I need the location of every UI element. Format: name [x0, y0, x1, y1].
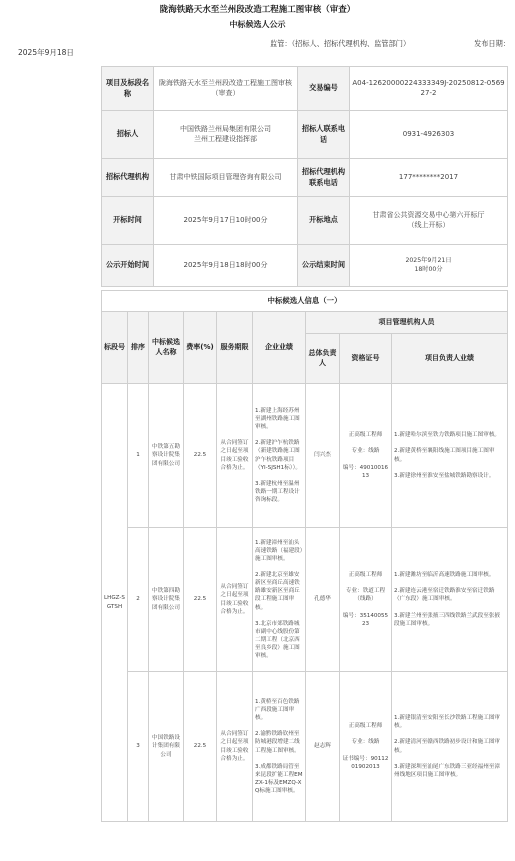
tenderer-value [154, 111, 298, 159]
performance-item: 3.新建杭州至温州铁路一期工程设计咨询标段。 [255, 480, 300, 504]
pub-start-label: 公示开始时间 [102, 245, 154, 287]
col-rank: 排序 [128, 312, 149, 384]
performance-item: 3.北京市郊铁路城市副中心线股份第二期工程（北京西至良乡段）施工图审核。 [255, 620, 300, 660]
performance-item: 2.渝黔铁路钦州至防城港段增建二线工程施工图审核。 [255, 731, 300, 754]
performance-item: 2.新建沪乍杭铁路（新建铁路施工图沪乍杭铁路项目（YI-SJSH1标））。 [255, 440, 301, 471]
cert-line: 正高级工程师 [348, 723, 383, 730]
period-cell: 从合同签订之日起至项目竣工验收合格为止。 [217, 672, 253, 822]
agency-phone-value: 177********2017 [350, 159, 508, 197]
open-place-line-2: （线上开标） [407, 220, 450, 229]
leader-perf-cell [392, 672, 508, 822]
col-cert: 资格证号 [340, 334, 392, 384]
col-period: 服务期限 [217, 312, 253, 384]
info-row-opening [102, 197, 508, 245]
pub-end-label: 公示结束时间 [298, 245, 350, 287]
period-cell: 从合同签订之日起至项目竣工验收合格为止。 [217, 384, 253, 528]
info-row-project [102, 67, 508, 111]
open-time-value: 2025年9月17日10时00分 [154, 197, 298, 245]
cert-line: 证书编号：9011201902013 [342, 755, 389, 770]
leader-perf-item: 2.新建黄桥至襄阳线施工图项目施工图审核。 [394, 448, 495, 463]
cert-line: 专业：线路 [351, 448, 380, 455]
performance-item: 1.黄桥至百色铁路广西段施工图审核。 [255, 698, 300, 722]
performance-cell [253, 528, 306, 672]
leader-perf-item: 3.新建徐州至淮安至盐城铁路勘察设计。 [394, 472, 495, 479]
tenderer-label: 招标人 [102, 111, 154, 159]
leader-perf-cell [392, 528, 508, 672]
notice-date: 2025年9月18日 [18, 48, 74, 57]
trade-code-value: A04-12620000224333349J-20250812-056927-2 [350, 67, 508, 111]
performance-item: 1.新建漳州至汕头高速铁路（福建段）施工图审核。 [255, 539, 303, 562]
open-time-label: 开标时间 [102, 197, 154, 245]
cert-cell [340, 672, 392, 822]
cert-line: 专业：线路 [351, 739, 380, 746]
publish-date-label: 发布日期： [474, 39, 510, 48]
col-performance: 企业业绩 [253, 312, 306, 384]
col-pm-group: 项目管理机构人员 [306, 312, 508, 334]
table-row [102, 528, 508, 672]
open-place-label: 开标地点 [298, 197, 350, 245]
lot-number: LHGZ-SGTSH [102, 384, 128, 822]
trade-code-label: 交易编号 [298, 67, 350, 111]
candidate-name: 中铁第四勘察设计院集团有限公司 [149, 528, 184, 672]
rate-cell: 22.5 [184, 384, 217, 528]
leader-perf-item: 3.新建兰州至张掖三四线铁路兰武段至张掖段施工图审核。 [394, 612, 501, 627]
info-row-publicity [102, 245, 508, 287]
info-table [101, 66, 508, 287]
candidate-name: 中国铁路设计集团有限公司 [149, 672, 184, 822]
candidate-name: 中铁第五勘察设计院集团有限公司 [149, 384, 184, 528]
table-row [102, 384, 508, 528]
tenderer-line-1: 中国铁路兰州局集团有限公司 [180, 124, 271, 133]
page-title: 陇海铁路天水至兰州段改造工程施工图审核（审查） [159, 5, 356, 15]
header-row-1 [102, 312, 508, 334]
pub-start-value: 2025年9月18日18时00分 [154, 245, 298, 287]
cert-line: 专业：铁道工程（线路） [345, 588, 386, 603]
col-leader-perf: 项目负责人业绩 [392, 334, 508, 384]
leader-perf-item: 2.新建清河至赣西铁路初步设计和施工图审核。 [394, 739, 501, 754]
candidates-table [101, 290, 508, 822]
pub-end-line-2: 18时00分 [414, 265, 443, 273]
cert-line: 编号：3514005523 [342, 612, 389, 627]
leader-perf-item: 1.新建银清至安阳至长沙铁路工程施工图审核。 [394, 715, 501, 730]
info-row-agency [102, 159, 508, 197]
cert-cell [340, 384, 392, 528]
project-value: 陇海铁路天水至兰州段改造工程施工图审核（审查） [154, 67, 298, 111]
col-leader: 总体负责人 [306, 334, 340, 384]
leader-cell: 闫兴杰 [306, 384, 340, 528]
agency-value: 甘肃中铁国际项目管理咨询有限公司 [154, 159, 298, 197]
leader-perf-item: 3.新建深圳至汕尾广东铁路三亚经福州至漳州线地区项目施工图审核。 [394, 763, 501, 778]
period-cell: 从合同签订之日起至项目竣工验收合格为止。 [217, 528, 253, 672]
leader-cell: 赵志辉 [306, 672, 340, 822]
project-label: 项目及标段名称 [102, 67, 154, 111]
col-name: 中标候选人名称 [149, 312, 184, 384]
agency-label: 招标代理机构 [102, 159, 154, 197]
cert-cell [340, 528, 392, 672]
rank-cell: 3 [128, 672, 149, 822]
col-rate: 费率(%) [184, 312, 217, 384]
pub-end-value [350, 245, 508, 287]
tenderer-phone-label: 招标人联系电话 [298, 111, 350, 159]
rank-cell: 2 [128, 528, 149, 672]
agency-phone-label: 招标代理机构联系电话 [298, 159, 350, 197]
performance-item: 3.成都铁路局管至来昆段扩能工程EMZX-1标及EMZQ-XQ标施工图审核。 [255, 763, 303, 795]
performance-item: 1.新建上海经苏州至湖州铁路施工图审核。 [255, 407, 300, 431]
performance-cell [253, 384, 306, 528]
col-lot: 标段号 [102, 312, 128, 384]
leader-perf-item: 1.新建潍坊至临沂高速铁路施工图审核。 [394, 572, 495, 579]
rate-cell: 22.5 [184, 528, 217, 672]
tenderer-line-2: 兰州工程建设指挥部 [194, 134, 257, 143]
performance-item: 2.新建北京至雄安新区至商丘高速铁路雄安新区至商丘段工程施工图审核。 [255, 572, 300, 611]
info-row-tenderer [102, 111, 508, 159]
regulation-note: 监管：（招标人、招标代理机构、监管部门） [270, 39, 411, 48]
leader-perf-item: 2.新建连云港至宿迁铁路淮安至宿迁铁路（广东段）施工图审核。 [394, 588, 495, 603]
open-place-line-1: 甘肃省公共资源交易中心第六开标厅 [372, 210, 485, 219]
page-subtitle: 中标候选人公示 [229, 20, 286, 29]
cert-line: 正高级工程师 [348, 572, 383, 579]
section-title: 中标候选人信息（一） [102, 291, 508, 312]
leader-perf-cell [392, 384, 508, 528]
rate-cell: 22.5 [184, 672, 217, 822]
pub-end-line-1: 2025年9月21日 [405, 256, 452, 264]
rank-cell: 1 [128, 384, 149, 528]
leader-perf-item: 1.新建哈尔滨至铁力铁路项目施工图审核。 [394, 432, 501, 439]
cert-line: 编号：4901001613 [342, 464, 389, 479]
table-row [102, 672, 508, 822]
tenderer-phone-value: 0931-4926303 [350, 111, 508, 159]
leader-cell: 孔德华 [306, 528, 340, 672]
open-place-value [350, 197, 508, 245]
section-title-row [102, 291, 508, 312]
cert-line: 正高级工程师 [348, 432, 383, 439]
performance-cell [253, 672, 306, 822]
